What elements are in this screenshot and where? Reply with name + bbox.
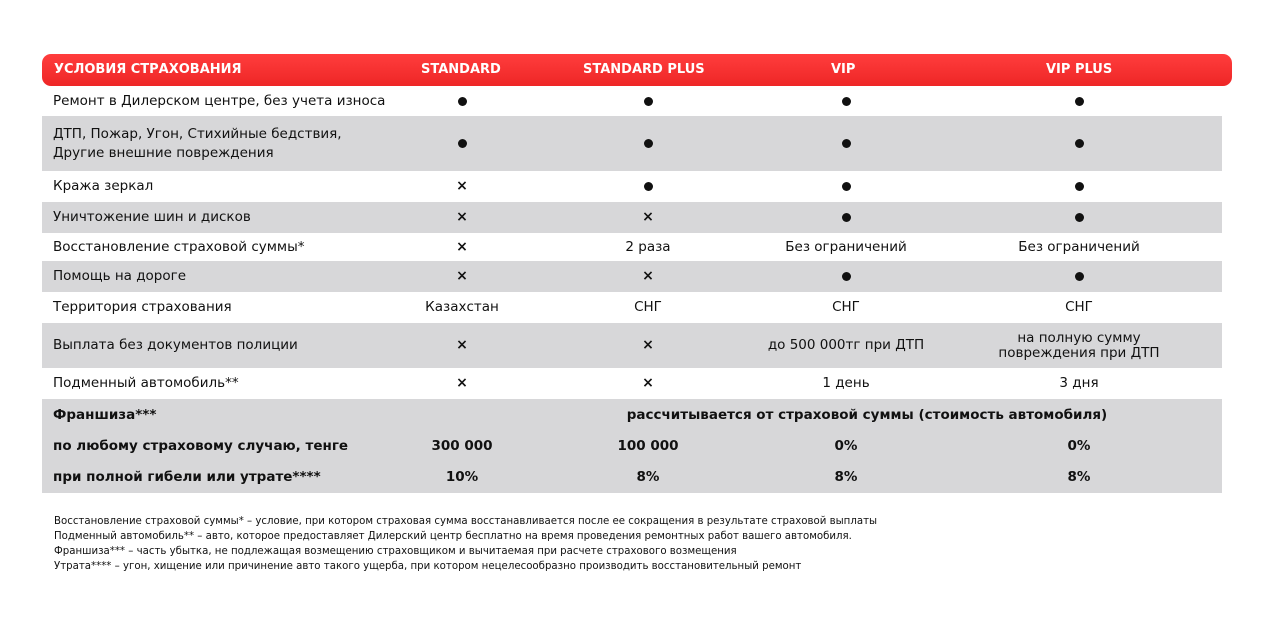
row-label: Восстановление страховой суммы* [53, 238, 305, 255]
table-row [42, 202, 1222, 233]
header-vip: VIP [831, 62, 856, 77]
franchise-title-row [42, 399, 1222, 431]
table-row [42, 116, 1222, 171]
row-label: Уничтожение шин и дисков [53, 209, 251, 225]
header-vip-plus: VIP PLUS [1046, 62, 1113, 77]
table-cell: Без ограничений [1018, 238, 1140, 255]
dot-icon [842, 182, 851, 191]
table-cell: 8% [636, 469, 660, 485]
included-dot-icon [548, 86, 748, 116]
row-label: Кража зеркал [53, 178, 154, 194]
included-dot-icon [548, 171, 748, 202]
header-standard: STANDARD [421, 62, 501, 77]
excluded-cross-icon [548, 261, 748, 292]
included-dot-icon [979, 116, 1179, 171]
franchise-note: рассчитывается от страховой суммы (стоимость автомобиля) [626, 406, 1108, 423]
table-cell: 2 раза [625, 238, 671, 255]
included-dot-icon [746, 202, 946, 233]
footnote-2: Подменный автомобиль** – авто, которое предоставляет Дилерский центр бесплатно на время проведения ремонтных работ вашего автомобиля. [54, 531, 852, 542]
dot-icon [1075, 272, 1084, 281]
table-row [42, 292, 1222, 323]
excluded-cross-icon [362, 233, 562, 261]
row-label: Помощь на дороге [53, 268, 187, 284]
excluded-cross-icon [362, 202, 562, 233]
footnote-1: Восстановление страховой суммы* – условие, при котором страховая сумма восстанавливается после ее сокращения в результате страховой выплаты [54, 516, 878, 527]
included-dot-icon [548, 116, 748, 171]
excluded-cross-icon [362, 323, 562, 368]
cross-icon: × [642, 268, 654, 284]
included-dot-icon [979, 171, 1179, 202]
dot-icon [1075, 97, 1084, 106]
dot-icon [842, 139, 851, 148]
dot-icon [644, 97, 653, 106]
table-cell: 3 дня [1059, 375, 1099, 391]
table-cell: 8% [1067, 469, 1091, 485]
cross-icon: × [642, 337, 654, 353]
row-label: Территория страхования [53, 299, 232, 315]
dot-icon [1075, 213, 1084, 222]
table-row [42, 368, 1222, 399]
footnote-3: Франшиза*** – часть убытка, не подлежащая возмещению страховщиком и вычитаемая при расчете страхового возмещения [54, 546, 737, 557]
table-cell: 0% [834, 438, 858, 454]
table-header [42, 54, 1232, 86]
table-cell: 1 день [822, 375, 870, 391]
cross-icon: × [456, 268, 468, 284]
table-cell: на полную сумму повреждения при ДТП [998, 329, 1160, 361]
dot-icon [842, 272, 851, 281]
included-dot-icon [979, 202, 1179, 233]
cross-icon: × [456, 375, 468, 391]
cross-icon: × [642, 209, 654, 225]
dot-icon [458, 139, 467, 148]
dot-icon [842, 213, 851, 222]
dot-icon [1075, 182, 1084, 191]
franchise-row [42, 462, 1222, 493]
header-standard-plus: STANDARD PLUS [583, 62, 705, 77]
excluded-cross-icon [362, 261, 562, 292]
footnotes [54, 514, 877, 574]
cross-icon: × [456, 337, 468, 353]
table-cell: Без ограничений [785, 238, 907, 255]
table-cell: 8% [834, 469, 858, 485]
row-label: при полной гибели или утрате**** [53, 469, 321, 485]
footnote-4: Утрата**** – угон, хищение или причинение авто такого ущерба, при котором нецелесообразно производить восстановительный ремонт [54, 561, 802, 572]
excluded-cross-icon [548, 368, 748, 399]
included-dot-icon [746, 116, 946, 171]
franchise-title: Франшиза*** [53, 406, 157, 423]
table-row [42, 171, 1222, 202]
table-cell: 300 000 [431, 438, 493, 454]
cross-icon: × [456, 238, 468, 255]
included-dot-icon [979, 86, 1179, 116]
dot-icon [458, 97, 467, 106]
row-label: Ремонт в Дилерском центре, без учета износа [53, 92, 386, 109]
cross-icon: × [456, 178, 468, 194]
table-cell: до 500 000тг при ДТП [767, 337, 925, 353]
table-row [42, 86, 1222, 116]
header-conditions: УСЛОВИЯ СТРАХОВАНИЯ [54, 62, 242, 77]
included-dot-icon [362, 116, 562, 171]
included-dot-icon [979, 261, 1179, 292]
excluded-cross-icon [548, 323, 748, 368]
cross-icon: × [642, 375, 654, 391]
included-dot-icon [746, 86, 946, 116]
row-label: по любому страховому случаю, тенге [53, 438, 349, 454]
table-cell: 10% [445, 469, 479, 485]
dot-icon [1075, 139, 1084, 148]
table-row [42, 233, 1222, 261]
row-label: Выплата без документов полиции [53, 337, 298, 353]
insurance-table [42, 54, 1232, 493]
cross-icon: × [456, 209, 468, 225]
excluded-cross-icon [362, 171, 562, 202]
dot-icon [644, 182, 653, 191]
table-cell: 100 000 [617, 438, 679, 454]
included-dot-icon [362, 86, 562, 116]
row-label: ДТП, Пожар, Угон, Стихийные бедствия, Другие внешние повреждения [53, 125, 342, 161]
excluded-cross-icon [362, 368, 562, 399]
table-row [42, 261, 1222, 292]
table-cell: СНГ [832, 299, 860, 315]
included-dot-icon [746, 261, 946, 292]
table-cell: СНГ [1065, 299, 1093, 315]
dot-icon [644, 139, 653, 148]
dot-icon [842, 97, 851, 106]
excluded-cross-icon [548, 202, 748, 233]
table-cell: СНГ [634, 299, 662, 315]
franchise-row [42, 431, 1222, 462]
table-body [42, 86, 1222, 493]
row-label: Подменный автомобиль** [53, 375, 239, 391]
table-cell: Казахстан [425, 299, 499, 315]
included-dot-icon [746, 171, 946, 202]
table-row [42, 323, 1222, 368]
table-cell: 0% [1067, 438, 1091, 454]
